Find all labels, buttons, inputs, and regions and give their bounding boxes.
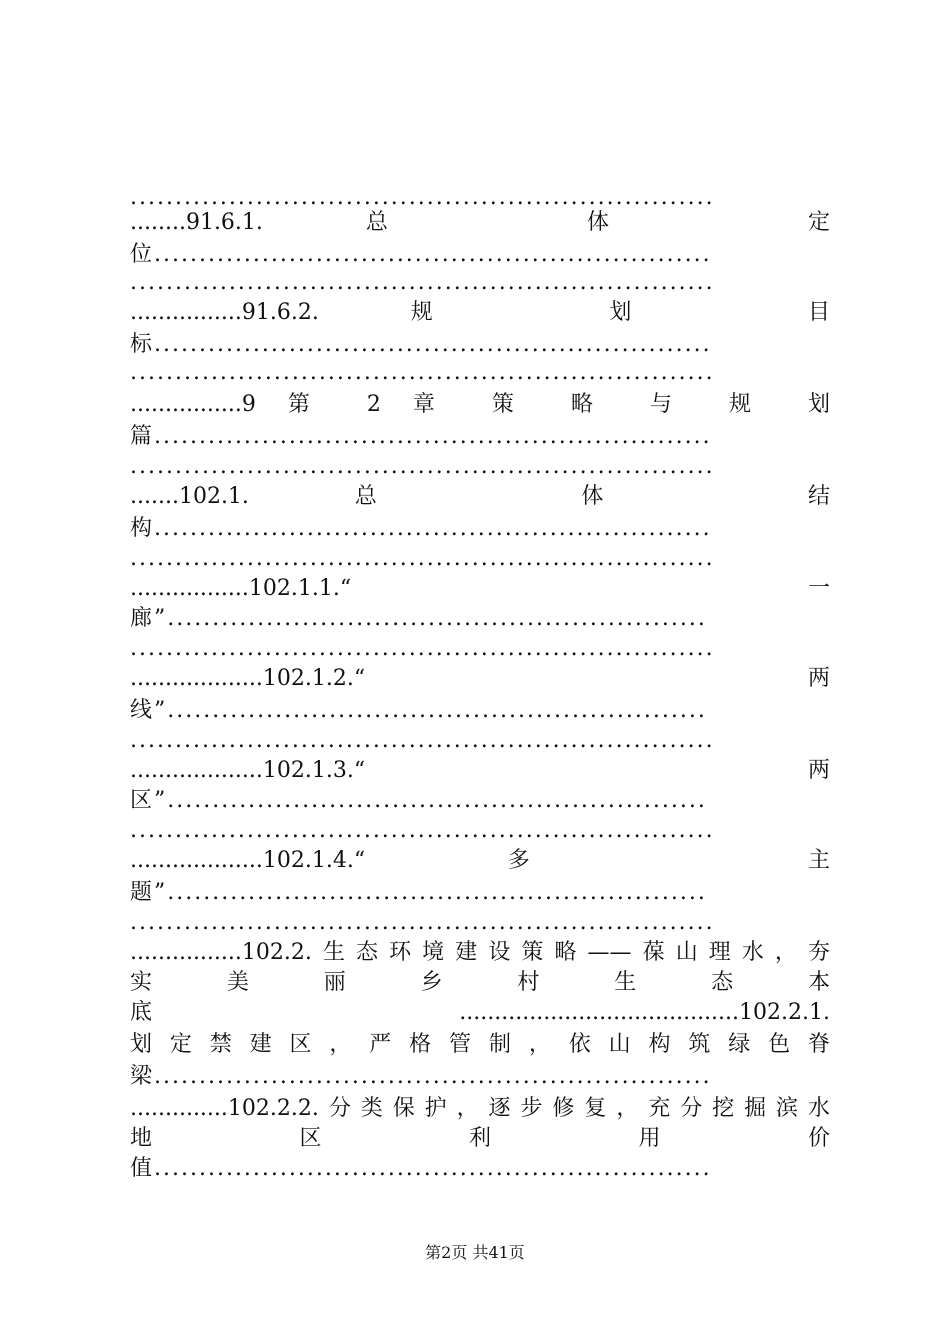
toc-line: ................................................................. [130,454,715,479]
toc-line: 构.............................................................. [130,516,712,541]
toc-line: 位.............................................................. [130,242,712,267]
toc-line: ................................................................. [130,546,715,571]
toc-entry[interactable]: ..............102.2.2.分类保护，逐步修复，充分挖掘滨水 [130,1096,830,1121]
toc-line: ................................................................. [130,910,715,935]
toc-line: ................................................................. [130,360,715,385]
toc-line: 区”............................................................ [130,788,707,813]
toc-entry: 地 区 利 用 价 [130,1126,830,1151]
toc-line: ................................................................. [130,636,715,661]
toc-entry[interactable]: 底 ........................................102.2.1. [130,1000,830,1025]
toc-line: 标.............................................................. [130,332,712,357]
toc-entry[interactable]: ...................102.1.2.“ 两 [130,666,830,691]
toc-line: ................................................................. [130,728,715,753]
toc-entry: 划 定 禁 建 区 ， 严 格 管 制 ， 依 山 构 筑 绿 色 脊 [130,1032,830,1057]
toc-entry[interactable]: .......102.1. 总 体 结 [130,484,830,509]
toc-entry[interactable]: ................91.6.2. 规 划 目 [130,300,830,325]
toc-entry[interactable]: .................102.1.1.“ 一 [130,576,830,601]
toc-line: ................................................................. [130,818,715,843]
toc-entry[interactable]: ...................102.1.3.“ 两 [130,758,830,783]
page-footer: 第2页 共41页 [425,1243,525,1262]
toc-entry[interactable]: ................9 第 2 章 策 略 与 规 划 [130,392,830,417]
toc-line: 题”............................................................ [130,880,707,905]
toc-entry: 实 美 丽 乡 村 生 态 本 [130,970,830,995]
toc-line: ................................................................. [130,270,715,295]
toc-line: 梁.............................................................. [130,1064,712,1089]
toc-line: 篇.............................................................. [130,424,712,449]
toc-line: 值.............................................................. [130,1156,712,1181]
toc-entry[interactable]: ................102.2.生态环境建设策略——葆山理水，夯 [130,940,830,965]
toc-entry[interactable]: ........91.6.1. 总 体 定 [130,210,830,235]
toc-line: ................................................................. [130,185,715,210]
toc-line: 廊”............................................................ [130,606,707,631]
toc-line: 线”............................................................ [130,698,707,723]
toc-entry[interactable]: ...................102.1.4.“ 多 主 [130,848,830,873]
